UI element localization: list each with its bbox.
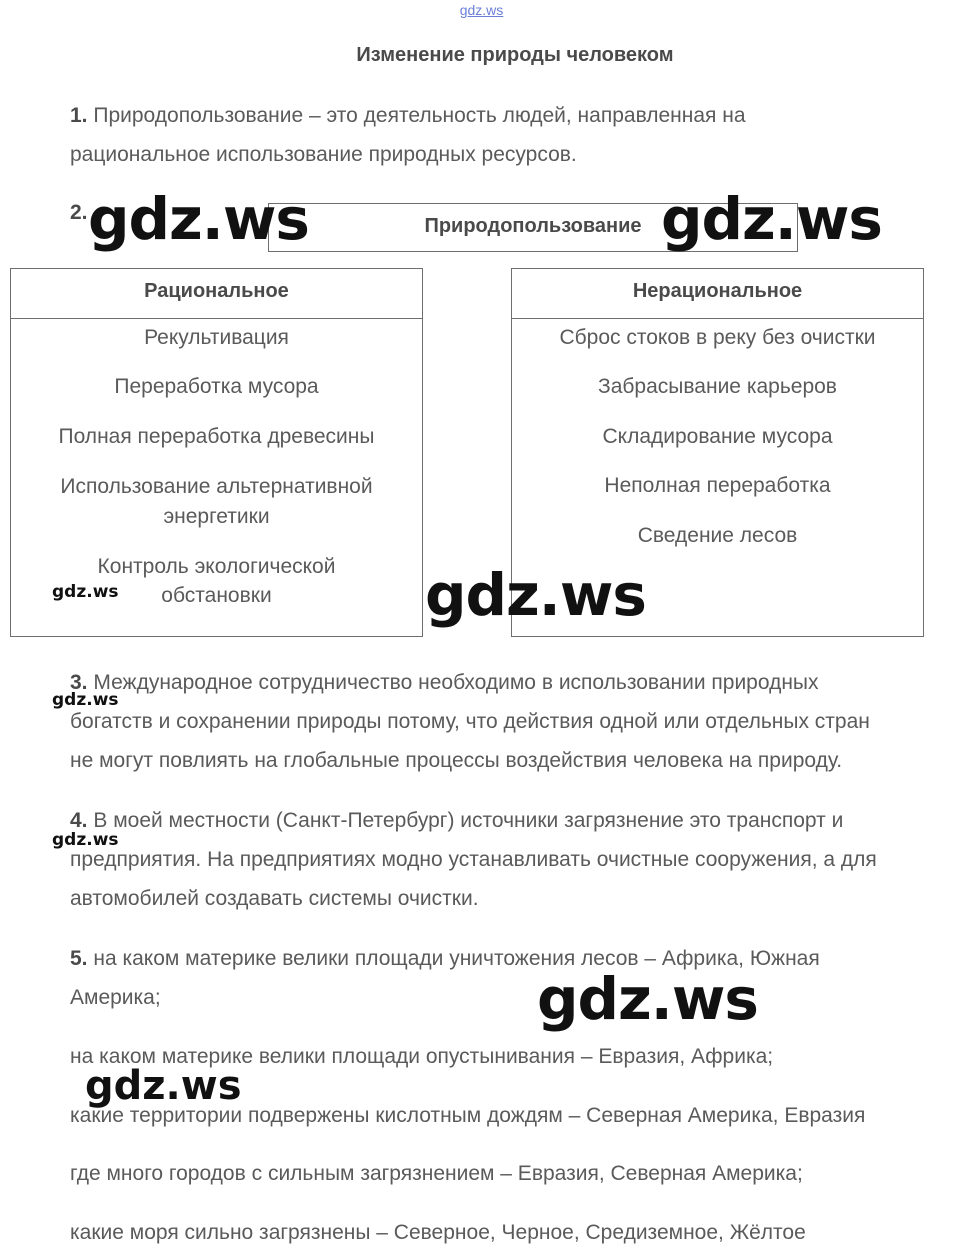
irrational-header-box: [511, 268, 924, 319]
watermark: gdz.ws: [52, 830, 119, 850]
watermark: gdz.ws: [537, 965, 758, 1033]
watermark: gdz.ws: [52, 582, 119, 602]
answer-text-line: какие территории подвержены кислотным дождям – Северная Америка, Евразия: [70, 1104, 866, 1127]
rational-item: Полная переработка древесины: [58, 425, 375, 448]
answer-text-line: Природопользование – это деятельность людей, направленная на: [93, 104, 746, 127]
answer-text-line: какие моря сильно загрязнены – Северное, Черное, Средиземное, Жёлтое: [70, 1221, 806, 1244]
answer-4: [70, 801, 877, 918]
answer-3: [70, 663, 870, 780]
answer-text-line: В моей местности (Санкт-Петербург) источники загрязнение это транспорт и: [93, 809, 844, 832]
watermark: gdz.ws: [661, 185, 882, 253]
irrational-item: Складирование мусора: [602, 425, 833, 448]
watermark: gdz.ws: [52, 690, 119, 710]
rational-item: обстановки: [161, 584, 272, 607]
answer-number: 2.: [70, 201, 88, 224]
answer-number: 3.: [70, 671, 88, 694]
answer-text-line: предприятия. На предприятиях модно устанавливать очистные сооружения, а для: [70, 848, 877, 871]
watermark: gdz.ws: [425, 561, 646, 629]
rational-header-box: [10, 268, 423, 319]
irrational-item: Забрасывание карьеров: [598, 375, 837, 398]
rational-item: Рекультивация: [144, 326, 289, 349]
irrational-header: Нерациональное: [632, 280, 803, 302]
answer-text-line: автомобилей создавать системы очистки.: [70, 887, 479, 910]
watermark: gdz.ws: [85, 1063, 242, 1109]
rational-item: Переработка мусора: [114, 375, 319, 398]
answer-text-line: не могут повлиять на глобальные процессы воздействия человека на природу.: [70, 749, 843, 772]
answer-text-line: Международное сотрудничество необходимо в использовании природных: [93, 671, 819, 694]
rational-header: Рациональное: [144, 280, 289, 302]
answer-1: [70, 96, 746, 174]
answer-number: 5.: [70, 947, 88, 970]
rational-item: Контроль экологической: [97, 555, 336, 578]
diagram-root-label: Природопользование: [424, 215, 642, 237]
answer-number: 1.: [70, 104, 88, 127]
irrational-item: Сведение лесов: [637, 524, 798, 547]
source-link[interactable]: gdz.ws: [459, 2, 504, 18]
irrational-item: Сброс стоков в реку без очистки: [559, 326, 876, 349]
answer-text-line: на каком материке велики площади уничтожения лесов – Африка, Южная: [93, 947, 820, 970]
irrational-item: Неполная переработка: [604, 474, 831, 497]
page-title: Изменение природы человеком: [356, 44, 674, 66]
answer-text-line: на каком материке велики площади опустынивания – Евразия, Африка;: [70, 1045, 774, 1068]
rational-item: Использование альтернативной: [60, 475, 373, 498]
answer-text-line: где много городов с сильным загрязнением – Евразия, Северная Америка;: [70, 1162, 803, 1185]
answer-number: 4.: [70, 809, 88, 832]
answer-text-line: богатств и сохранении природы потому, что действия одной или отдельных стран: [70, 710, 870, 733]
answer-text-line: рациональное использование природных ресурсов.: [70, 143, 577, 166]
watermark: gdz.ws: [88, 185, 309, 253]
answer-text-line: Америка;: [70, 986, 161, 1009]
rational-item: энергетики: [163, 505, 270, 528]
